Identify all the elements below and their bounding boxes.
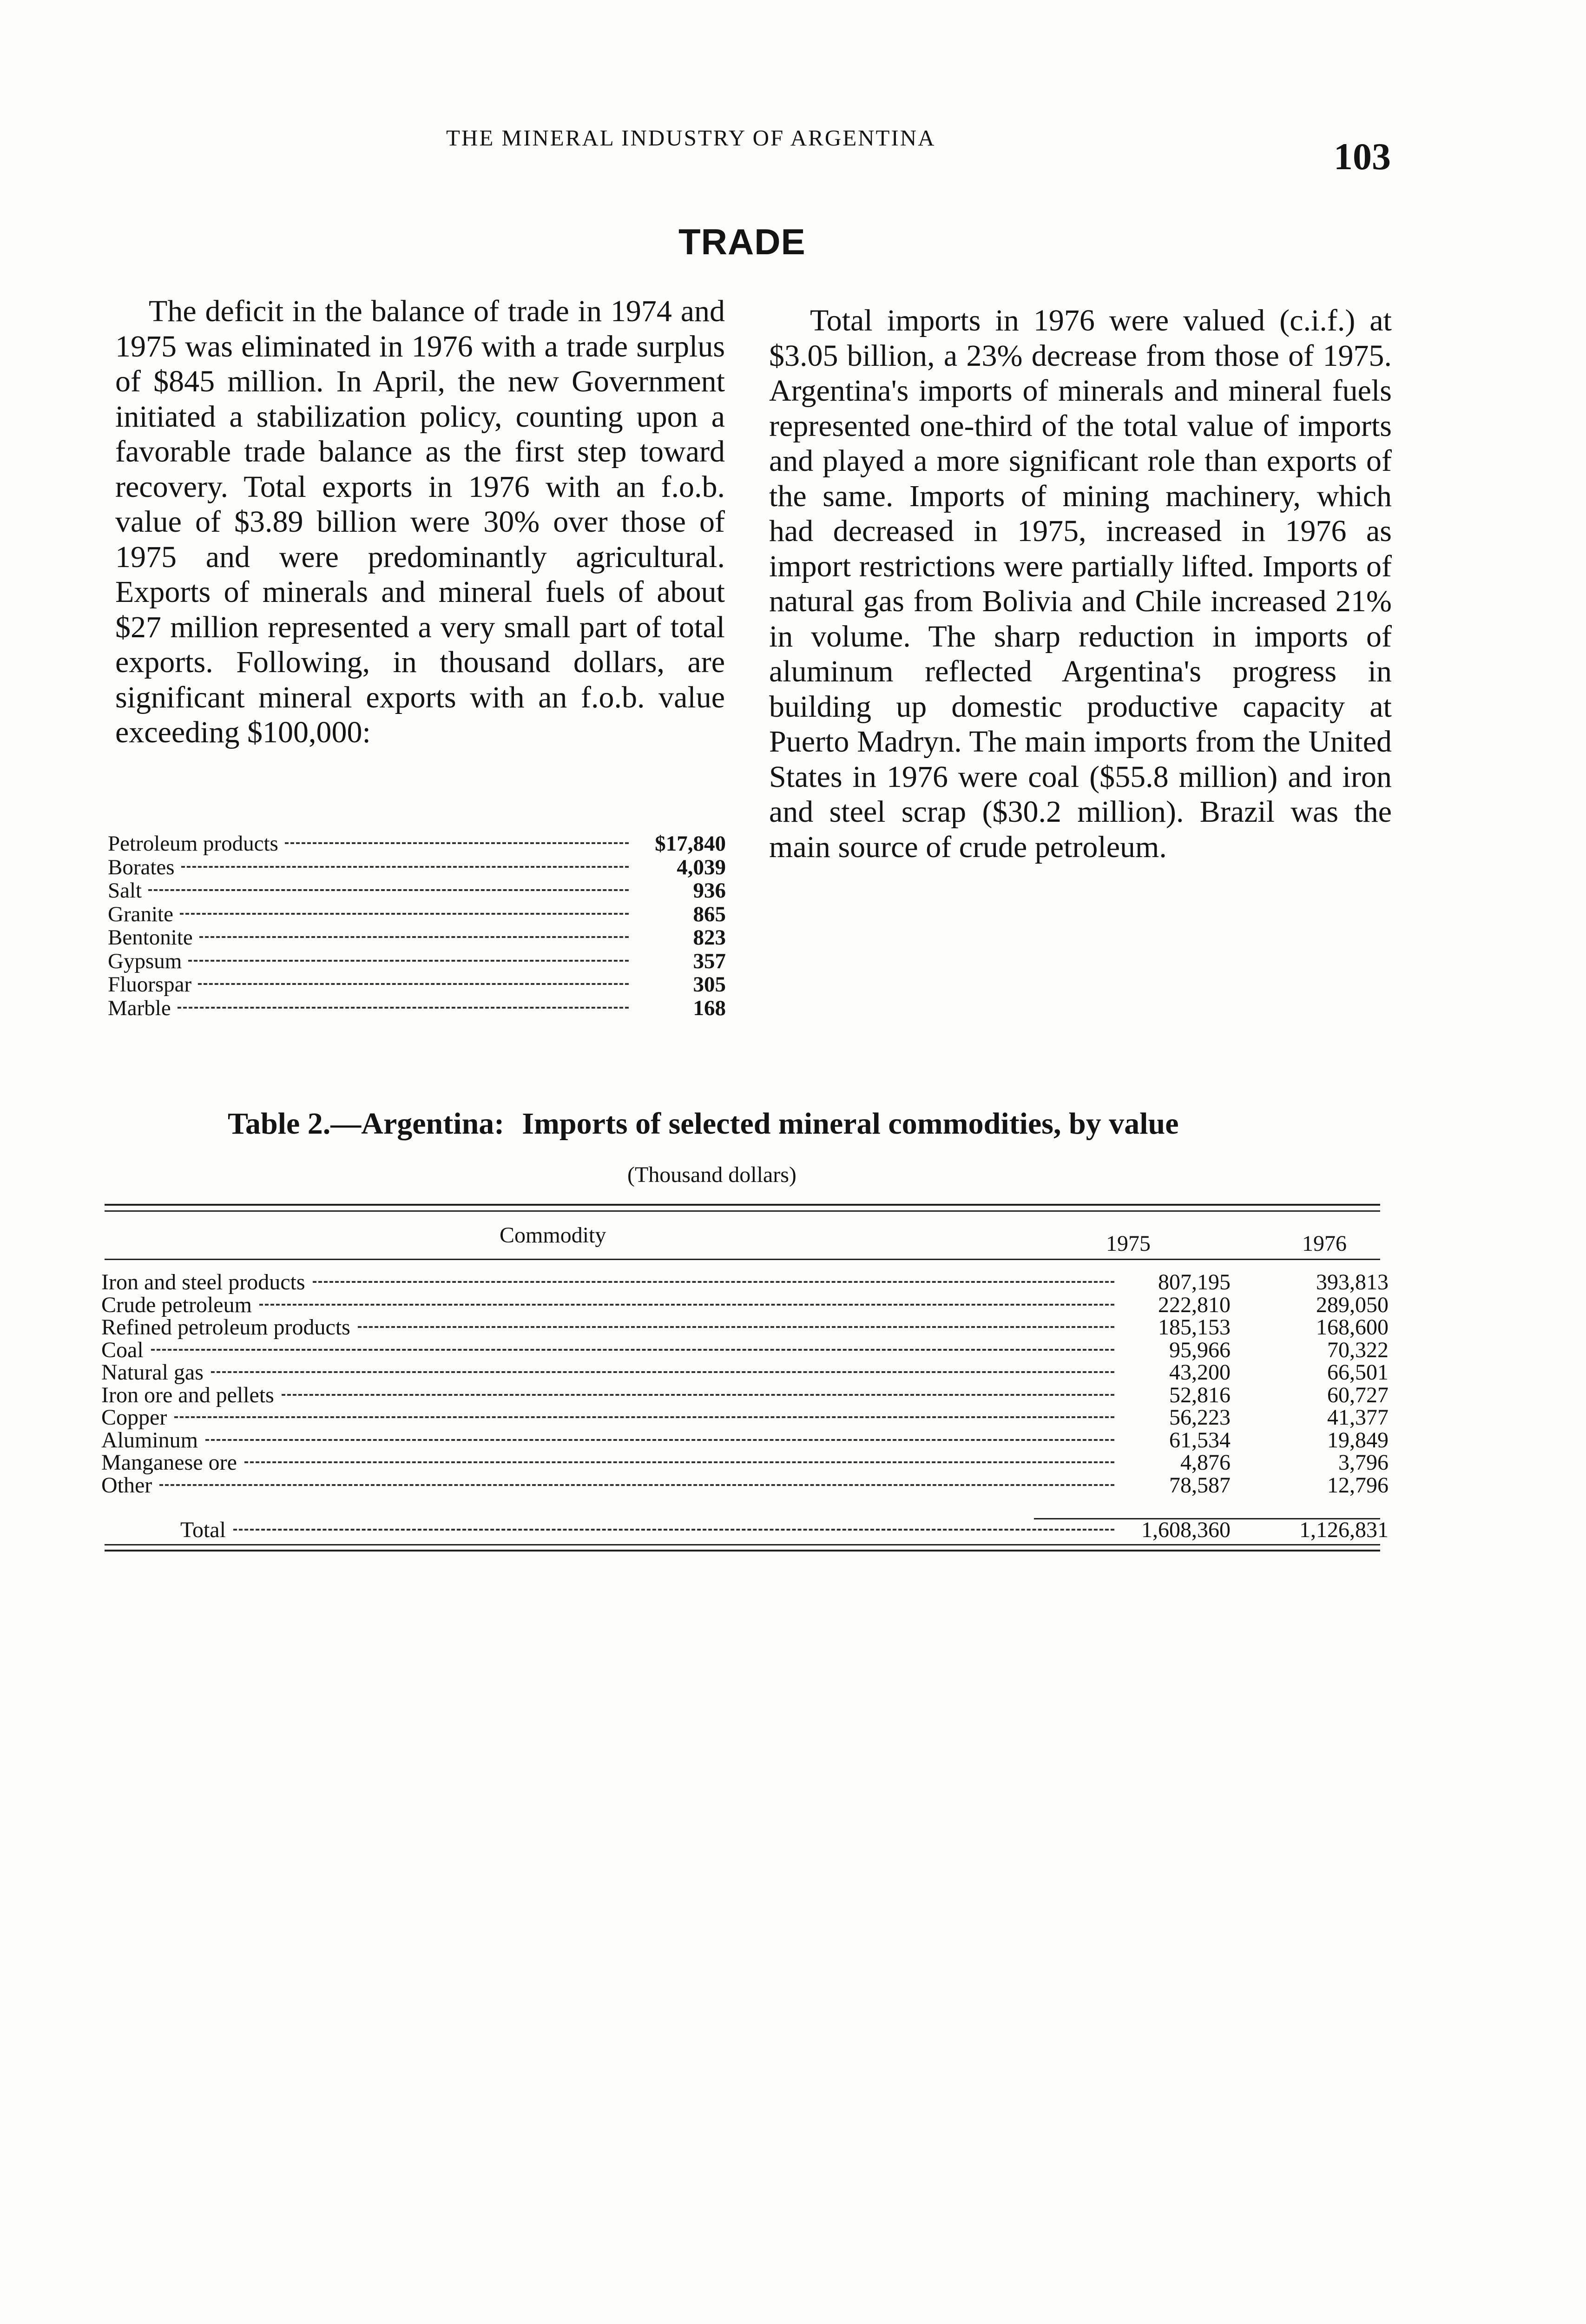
export-value: 823: [693, 925, 726, 950]
leader-dots: [174, 1416, 1114, 1418]
total-1975: 1,608,360: [1141, 1518, 1231, 1542]
commodity-name: Aluminum: [101, 1427, 198, 1452]
column-header-1976: 1976: [1302, 1231, 1347, 1256]
total-row: [101, 1519, 1389, 1542]
list-item: [108, 973, 726, 997]
list-item: [108, 997, 726, 1020]
leader-dots: [180, 913, 629, 915]
value-1975: 95,966: [1169, 1337, 1231, 1362]
table-rule-bottom-outer: [105, 1550, 1380, 1552]
table-row: [101, 1474, 1389, 1497]
export-name: Fluorspar: [108, 972, 192, 997]
exports-list: [108, 832, 726, 1020]
value-1976: 168,600: [1316, 1315, 1389, 1340]
table-rule-bottom: [105, 1544, 1380, 1545]
value-1976: 289,050: [1316, 1292, 1389, 1317]
right-column-paragraph: Total imports in 1976 were valued (c.i.f.) at $3.05 billion, a 23% decrease from those of 1975. Argentina's imports of minerals and mineral fuels represented one-third of the total value of imports and played a more significant role than exports of the same. Imports of mining machinery, which had decreased in 1975, increased in 1976 as import restrictions were partially lifted. Imports of natural gas from Bolivia and Chile increased 21% in volume. The sharp reduction in imports of aluminum reflected Argentina's progress in building up domestic productive capacity at Puerto Madryn. The main imports from the United States in 1976 were coal ($55.8 million) and iron and steel scrap ($30.2 million). Brazil was the main source of crude petroleum.: [769, 304, 1392, 864]
total-label: Total: [180, 1518, 226, 1542]
export-name: Petroleum products: [108, 832, 278, 856]
value-1976: 66,501: [1327, 1360, 1389, 1385]
total-1976: 1,126,831: [1299, 1518, 1389, 1542]
list-item: [108, 879, 726, 903]
value-1975: 78,587: [1169, 1472, 1231, 1498]
running-head: THE MINERAL INDUSTRY OF ARGENTINA: [446, 125, 936, 151]
export-value: 936: [693, 878, 726, 903]
value-1975: 4,876: [1180, 1450, 1231, 1475]
table-rule-top-inner: [105, 1210, 1380, 1212]
value-1976: 70,322: [1327, 1337, 1389, 1362]
export-value: 357: [693, 949, 726, 973]
commodity-name: Iron and steel products: [101, 1270, 305, 1294]
table-total-row: [101, 1519, 1389, 1542]
value-1976: 3,796: [1338, 1450, 1389, 1475]
leader-dots: [198, 983, 629, 985]
commodity-name: Manganese ore: [101, 1450, 237, 1475]
table-row: [101, 1452, 1389, 1474]
table-row: [101, 1294, 1389, 1317]
export-value: 865: [693, 902, 726, 926]
list-item: [108, 950, 726, 973]
leader-dots: [233, 1529, 1114, 1531]
list-item: [108, 856, 726, 879]
commodity-name: Natural gas: [101, 1360, 204, 1385]
value-1975: 807,195: [1158, 1270, 1231, 1294]
imports-table-body: [101, 1271, 1389, 1497]
leader-dots: [313, 1281, 1114, 1283]
commodity-name: Crude petroleum: [101, 1292, 252, 1317]
export-name: Salt: [108, 878, 142, 903]
table-row: [101, 1406, 1389, 1429]
value-1976: 19,849: [1327, 1427, 1389, 1452]
leader-dots: [244, 1461, 1114, 1463]
table-row: [101, 1361, 1389, 1384]
commodity-name: Copper: [101, 1405, 167, 1430]
leader-dots: [211, 1371, 1114, 1373]
page-number: 103: [1334, 135, 1391, 178]
value-1975: 56,223: [1169, 1405, 1231, 1430]
leader-dots: [159, 1484, 1114, 1486]
leader-dots: [282, 1394, 1114, 1396]
export-name: Gypsum: [108, 949, 182, 973]
value-1976: 393,813: [1316, 1270, 1389, 1294]
value-1976: 12,796: [1327, 1472, 1389, 1498]
commodity-name: Refined petroleum products: [101, 1315, 350, 1340]
leader-dots: [358, 1326, 1114, 1328]
leader-dots: [259, 1304, 1114, 1306]
leader-dots: [151, 1349, 1114, 1351]
export-value: $17,840: [655, 832, 726, 856]
export-name: Borates: [108, 855, 175, 879]
left-column-paragraph: The deficit in the balance of trade in 1974 and 1975 was eliminated in 1976 with a trade surplus of $845 million. In April, the new Government initiated a stabilization policy, counting upon a favorable trade balance as the first step toward recovery. Total exports in 1976 with an f.o.b. value of $3.89 billion were 30% over those of 1975 and were predominantly agricultural. Exports of minerals and mineral fuels of about $27 million represented a very small part of total exports. Following, in thousand dollars, are significant mineral exports with an f.o.b. value exceeding $100,000:: [115, 294, 725, 749]
leader-dots: [181, 866, 629, 868]
table-title: [228, 1106, 1179, 1142]
value-1975: 43,200: [1169, 1360, 1231, 1385]
export-value: 305: [693, 972, 726, 997]
value-1975: 185,153: [1158, 1315, 1231, 1340]
table-row: [101, 1316, 1389, 1339]
commodity-name: Other: [101, 1472, 152, 1498]
table-row: [101, 1339, 1389, 1362]
table-title-main: Imports of selected mineral commodities, by value: [522, 1107, 1179, 1141]
table-unit-note: (Thousand dollars): [627, 1162, 796, 1187]
value-1976: 41,377: [1327, 1405, 1389, 1430]
export-value: 4,039: [677, 855, 726, 879]
table-row: [101, 1384, 1389, 1407]
table-row: [101, 1271, 1389, 1294]
table-title-prefix: Table 2.—Argentina:: [228, 1107, 505, 1141]
value-1975: 222,810: [1158, 1292, 1231, 1317]
leader-dots: [199, 936, 629, 938]
table-rule-top: [105, 1204, 1380, 1206]
column-header-1975: 1975: [1106, 1231, 1151, 1256]
list-item: [108, 926, 726, 950]
leader-dots: [178, 1007, 629, 1009]
value-1976: 60,727: [1327, 1382, 1389, 1407]
export-value: 168: [693, 996, 726, 1020]
section-title: TRADE: [678, 221, 806, 262]
export-name: Granite: [108, 902, 173, 926]
export-name: Marble: [108, 996, 171, 1020]
list-item: [108, 832, 726, 856]
leader-dots: [188, 960, 629, 962]
table-row: [101, 1429, 1389, 1452]
value-1975: 52,816: [1169, 1382, 1231, 1407]
leader-dots: [205, 1439, 1114, 1441]
table-rule-header: [105, 1259, 1380, 1260]
export-name: Bentonite: [108, 925, 193, 950]
value-1975: 61,534: [1169, 1427, 1231, 1452]
commodity-name: Coal: [101, 1337, 144, 1362]
column-header-commodity: Commodity: [500, 1223, 606, 1248]
list-item: [108, 903, 726, 926]
leader-dots: [148, 889, 629, 891]
leader-dots: [285, 842, 629, 844]
commodity-name: Iron ore and pellets: [101, 1382, 274, 1407]
